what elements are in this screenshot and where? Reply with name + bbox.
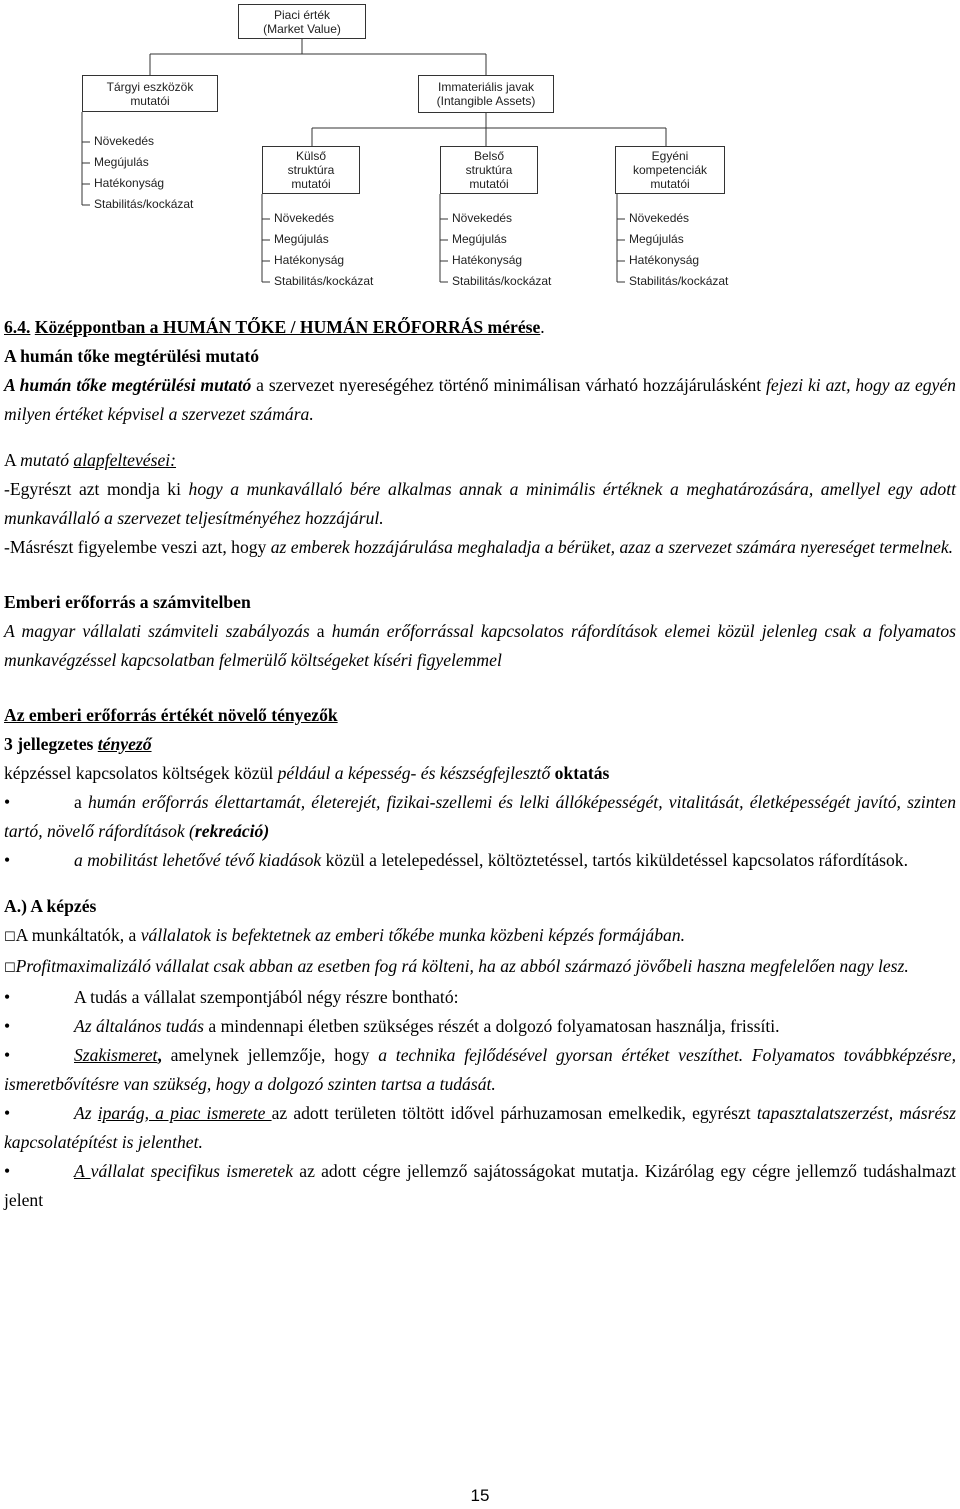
market-value-subtitle: (Market Value) <box>263 21 341 36</box>
accounting-text <box>4 617 956 675</box>
list-item: Stabilitás/kockázat <box>629 274 729 288</box>
text-fragment: alapfeltevései: <box>73 450 177 470</box>
text-fragment: a <box>74 792 88 812</box>
list-item: Növekedés <box>94 134 155 148</box>
text-fragment: az adott területen töltött idővel párhuzamosan emelkedik, egyrészt <box>271 1103 757 1123</box>
internal-structure-line3: mutatói <box>469 177 509 191</box>
tangible-indicator-list <box>94 131 193 215</box>
list-item: Stabilitás/kockázat <box>274 274 374 288</box>
knowledge-intro <box>4 983 956 1012</box>
bullet-icon: • <box>4 1045 11 1065</box>
bullet-icon: • <box>4 1161 11 1181</box>
list-item: Megújulás <box>452 232 507 246</box>
text-fragment: a mindennapi életben szükséges részét a dolgozó folyamatosan használja, frissíti. <box>204 1016 780 1036</box>
document-body <box>4 313 956 1215</box>
market-value-box <box>238 4 366 39</box>
list-item: Megújulás <box>274 232 329 246</box>
text-fragment: -Egyrészt azt mondja ki <box>4 479 189 499</box>
knowledge-expertise <box>4 1041 956 1099</box>
text-fragment: 3 jellegzetes <box>4 734 98 754</box>
list-item: Hatékonyság <box>274 253 345 267</box>
text-fragment: a mobilitást lehetővé tévő kiadások <box>74 850 322 870</box>
external-structure-line1: Külső <box>295 149 327 163</box>
text-fragment: Az <box>74 1103 98 1123</box>
text-fragment: a technika fejlődésével gyorsan értéket veszíthet. Folyamatos továbbképzésre, ismeretbővítésre van szükség, hogy a dolgozó szinten tartsa a tudását. <box>4 1045 956 1094</box>
factors-heading: Az emberi erőforrás értékét növelő tényezők <box>4 705 338 725</box>
text-fragment: tapasztalatszerzést, másrész kapcsolatépítést is jelenthet. <box>4 1103 957 1152</box>
individual-competence-line2: kompetenciák <box>632 163 708 177</box>
training-heading: A.) A képzés <box>4 896 97 916</box>
accounting-heading: Emberi erőforrás a számvitelben <box>4 592 251 612</box>
bullet-icon: • <box>4 1103 11 1123</box>
intangible-assets-subtitle: (Intangible Assets) <box>436 94 536 108</box>
list-item: Stabilitás/kockázat <box>94 197 194 211</box>
internal-structure-line2: struktúra <box>465 163 513 177</box>
tangible-assets-title: Tárgyi eszközök <box>106 79 194 94</box>
external-structure-line2: struktúra <box>287 163 335 177</box>
list-item: Növekedés <box>452 211 513 225</box>
roi-assumption-1 <box>4 475 956 533</box>
text-fragment: mutató <box>20 450 74 470</box>
roi-assumption-2 <box>4 533 956 562</box>
bullet-icon: • <box>4 850 11 870</box>
text-fragment: , <box>157 1045 162 1065</box>
text-fragment: az adott cégre jellemző sajátosságokat mutatja. Kizárólag egy cégre jellemző tudáshalmazt jelent <box>4 1161 957 1210</box>
text-fragment: A magyar vállalati számviteli szabályozás <box>4 621 310 641</box>
training-profit <box>4 952 956 983</box>
text-fragment: A munkáltatók, a <box>15 925 141 945</box>
individual-indicator-list <box>629 208 728 292</box>
text-fragment: iparág, a piac ismerete <box>97 1103 272 1123</box>
factors-count <box>4 730 956 759</box>
text-fragment: oktatás <box>554 763 610 783</box>
text-fragment: tényező <box>97 734 152 754</box>
market-value-diagram <box>0 0 960 300</box>
intangible-assets-box <box>418 75 554 113</box>
roi-heading: A humán tőke megtérülési mutató <box>4 346 260 366</box>
external-structure-line3: mutatói <box>291 177 331 191</box>
list-item: Megújulás <box>94 155 149 169</box>
roi-def-part2: fejezi ki azt, hogy az egyén milyen értéket képvisel a szervezet számára. <box>4 375 956 424</box>
text-fragment: képzéssel kapcsolatos költségek közül <box>4 763 278 783</box>
text-fragment: közül a letelepedéssel, költöztetéssel, tartós kiküldetéssel kapcsolatos ráfordítások. <box>321 850 909 870</box>
intangible-assets-title: Immateriális javak <box>437 80 535 94</box>
text-fragment: Az általános tudás <box>74 1016 205 1036</box>
text-fragment: hogy a munkavállaló bére alkalmas annak a minimális értéknek a meghatározására, amellyel egy adott munkavállaló a szervezet teljesítményéhez hozzájárul. <box>4 479 956 528</box>
text-fragment: például a képesség- és készségfejlesztő <box>277 763 555 783</box>
section-number: 6.4. <box>4 317 31 337</box>
individual-competence-box <box>615 146 725 194</box>
section-heading: Középpontban a HUMÁN TŐKE / HUMÁN ERŐFORRÁS mérése <box>34 317 541 337</box>
list-item: Növekedés <box>629 211 690 225</box>
checkbox-icon: ☐ <box>4 961 16 976</box>
tangible-assets-subtitle: mutatói <box>130 93 170 108</box>
bullet-icon: • <box>4 1016 11 1036</box>
tangible-assets-box <box>82 75 218 112</box>
knowledge-general <box>4 1012 956 1041</box>
external-indicator-list <box>274 208 373 292</box>
list-item: Megújulás <box>629 232 684 246</box>
text-fragment: humán erőforrás élettartamát, életerejét, fizikai-szellemi és lelki állóképességét, vitalitását, életképességét javító, szinten tartó, növelő ráfordítások ( <box>4 792 956 841</box>
external-structure-box <box>262 146 360 194</box>
roi-term: A humán tőke megtérülési mutató <box>4 375 252 395</box>
list-item: Hatékonyság <box>94 176 165 190</box>
internal-structure-line1: Belső <box>473 149 505 163</box>
roi-definition <box>4 371 956 429</box>
factor-recreation <box>4 788 956 846</box>
text-fragment: vállalat specifikus ismeretek <box>90 1161 294 1181</box>
text-fragment: vállalatok is befektetnek az emberi tőkébe munka közbeni képzés formájában. <box>140 925 686 945</box>
text-fragment: humán erőforrással kapcsolatos ráfordítások elemei közül jelenleg csak a folyamatos munkavégzéssel kapcsolatban felmerülő költségeket kíséri figyelemmel <box>4 621 956 670</box>
text-fragment: A <box>74 1161 91 1181</box>
section-title-period: . <box>540 317 545 337</box>
internal-indicator-list <box>452 208 551 292</box>
bullet-icon: • <box>4 792 11 812</box>
text-fragment: A <box>4 450 21 470</box>
list-item: Hatékonyság <box>452 253 523 267</box>
text-fragment: A tudás a vállalat szempontjából négy részre bontható: <box>74 987 459 1007</box>
text-fragment: Profitmaximalizáló vállalat csak abban az esetben fog rá költeni, ha az abból származó jövőbeli haszna megfelelően nagy lesz. <box>15 956 909 976</box>
individual-competence-line1: Egyéni <box>651 149 689 163</box>
list-item: Stabilitás/kockázat <box>452 274 552 288</box>
text-fragment: az emberek hozzájárulása meghaladja a bérüket, azaz a szervezet számára nyereséget termelnek. <box>270 537 954 557</box>
market-value-title: Piaci érték <box>273 7 331 22</box>
internal-structure-box <box>440 146 538 194</box>
individual-competence-line3: mutatói <box>650 177 690 191</box>
text-fragment: a <box>309 621 332 641</box>
bullet-icon: • <box>4 987 11 1007</box>
knowledge-company <box>4 1157 956 1215</box>
text-fragment: Szakismeret <box>74 1045 158 1065</box>
list-item: Növekedés <box>274 211 335 225</box>
list-item: Hatékonyság <box>629 253 700 267</box>
text-fragment: amelynek jellemzője, hogy <box>161 1045 379 1065</box>
text-fragment: -Másrészt figyelembe veszi azt, hogy <box>4 537 271 557</box>
roi-def-part1: a szervezet nyereségéhez történő minimálisan várható hozzájárulásként <box>251 375 766 395</box>
roi-assumptions-label <box>4 446 956 475</box>
checkbox-icon: ☐ <box>4 930 16 945</box>
section-title <box>4 313 956 342</box>
factor-training <box>4 759 956 788</box>
training-employers <box>4 921 956 952</box>
page-number: 15 <box>470 1486 490 1505</box>
text-fragment: rekreáció) <box>194 821 270 841</box>
knowledge-industry <box>4 1099 956 1157</box>
factor-mobility <box>4 846 956 875</box>
